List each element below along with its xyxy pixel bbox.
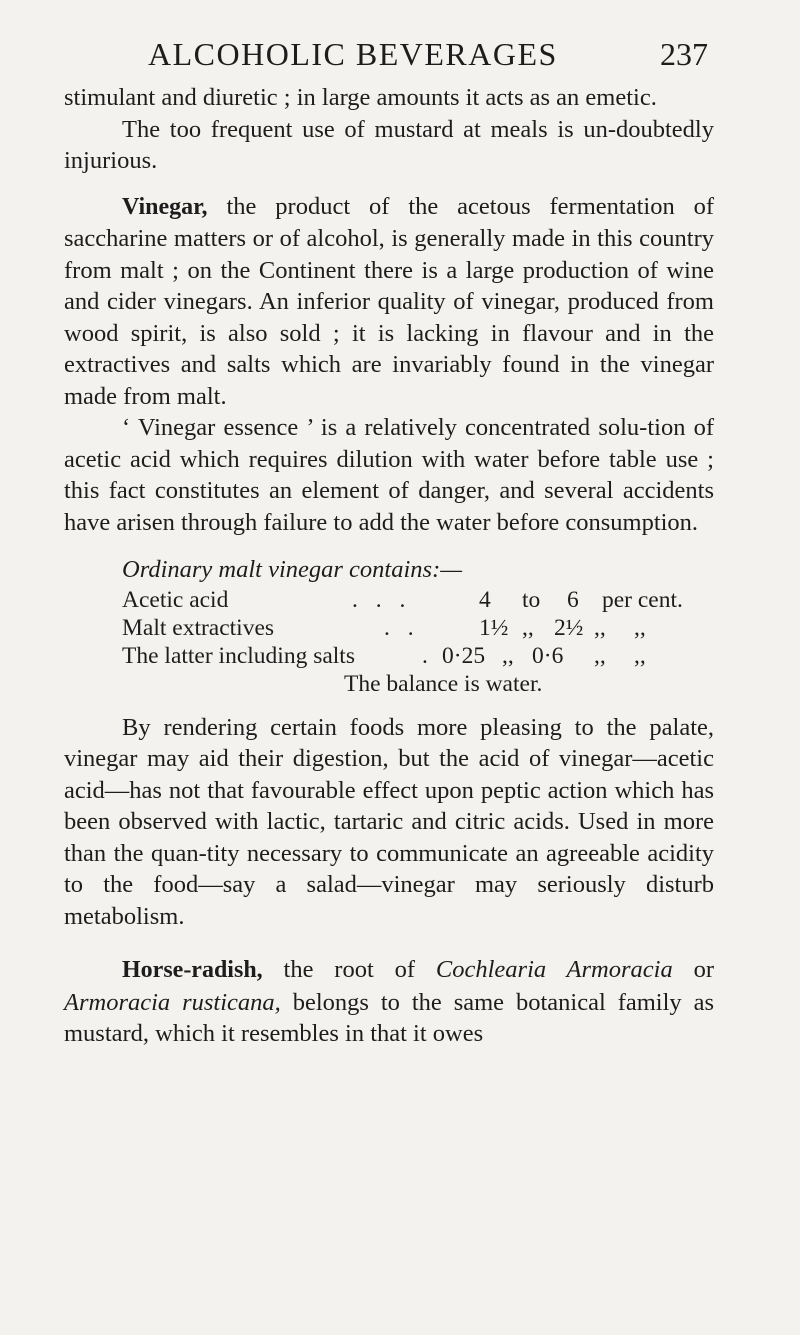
composition-balance: The balance is water. — [344, 670, 543, 697]
body-text — [64, 82, 714, 1050]
paragraph-text: or — [672, 956, 714, 983]
paragraph-text: the product of the acetous fermentation of saccharine matters or of alcohol, is generally made in this country from malt ; on the Continent there is a large production of wine and cider vinegars. An inferior quality of vinegar, produced from wood spirit, is also sold ; it is lacking in flavour and in the extractives and salts which are invariably found in the vinegar made from malt. — [64, 192, 714, 410]
composition-row — [122, 614, 714, 642]
value-min: 4 — [479, 586, 491, 613]
ditto-mark: ,, — [634, 614, 646, 641]
composition-table — [122, 586, 714, 698]
ditto-mark: ,, — [594, 642, 606, 669]
ditto-mark: ,, — [594, 614, 606, 641]
running-head: ALCOHOLIC BEVERAGES — [148, 36, 558, 72]
ditto-mark: ,, — [502, 642, 514, 669]
page-number: 237 — [660, 36, 708, 72]
ditto-mark: ,, — [634, 642, 646, 669]
headword-vinegar: Vinegar, — [122, 193, 208, 220]
value-max: 6 — [567, 586, 579, 613]
headword-horse-radish: Horse-radish, — [122, 957, 263, 983]
component-name: Malt extractives — [122, 614, 275, 641]
value-min: 1½ — [479, 614, 509, 641]
paragraph-horse-radish — [64, 954, 714, 1050]
paragraph-vinegar-essence — [64, 412, 714, 538]
ditto-mark: ,, — [522, 614, 534, 641]
paragraph-text: belongs to the same botanical family as mustard, which it resembles in that it owes — [64, 988, 715, 1047]
paragraph-text: The too frequent use of mustard at meals is un-doubtedly injurious. — [64, 115, 714, 174]
leader-dots: . . . — [352, 586, 412, 613]
paragraph-text: stimulant and diuretic ; in large amounts it acts as an emetic. — [64, 84, 657, 111]
paragraph-vinegar — [64, 191, 714, 413]
leader-dots: . . — [384, 614, 420, 641]
composition-row — [122, 642, 714, 670]
paragraph-mustard-end — [64, 82, 714, 114]
component-name: Acetic acid — [122, 586, 229, 613]
latin-name: Armoracia rusticana, — [64, 988, 281, 1016]
paragraph-text: the root of — [262, 956, 436, 983]
latin-name: Cochlearia Armoracia — [435, 956, 673, 983]
composition-row — [122, 586, 714, 614]
paragraph-mustard-use — [64, 114, 714, 177]
value-max: 0·6 — [532, 642, 564, 669]
paragraph-text: ‘ Vinegar essence ’ is a relatively concentrated solu-tion of acetic acid which requires dilution with water before table use ; this fact constitutes an element of danger, and several accidents have arisen through failure to add the water before consumption. — [64, 414, 714, 536]
range-separator: to — [522, 586, 541, 613]
value-max: 2½ — [554, 614, 584, 641]
value-min: 0·25 — [442, 642, 486, 669]
component-name: The latter including salts — [122, 642, 355, 669]
page-header — [148, 36, 708, 80]
paragraph-text: By rendering certain foods more pleasing to the palate, vinegar may aid their digestion, but the acid of vinegar—acetic acid—has not that favourable effect upon peptic action which has been observed with lactic, tartaric and citric acids. Used in more than the quan-tity necessary to communicate an agreeable acidity to the food—say a salad—vinegar may seriously disturb metabolism. — [64, 713, 714, 930]
unit: per cent. — [602, 586, 683, 613]
paragraph-vinegar-digestion — [64, 712, 714, 933]
composition-intro: Ordinary malt vinegar contains:— — [122, 556, 463, 583]
leader-dots: . — [422, 642, 434, 669]
